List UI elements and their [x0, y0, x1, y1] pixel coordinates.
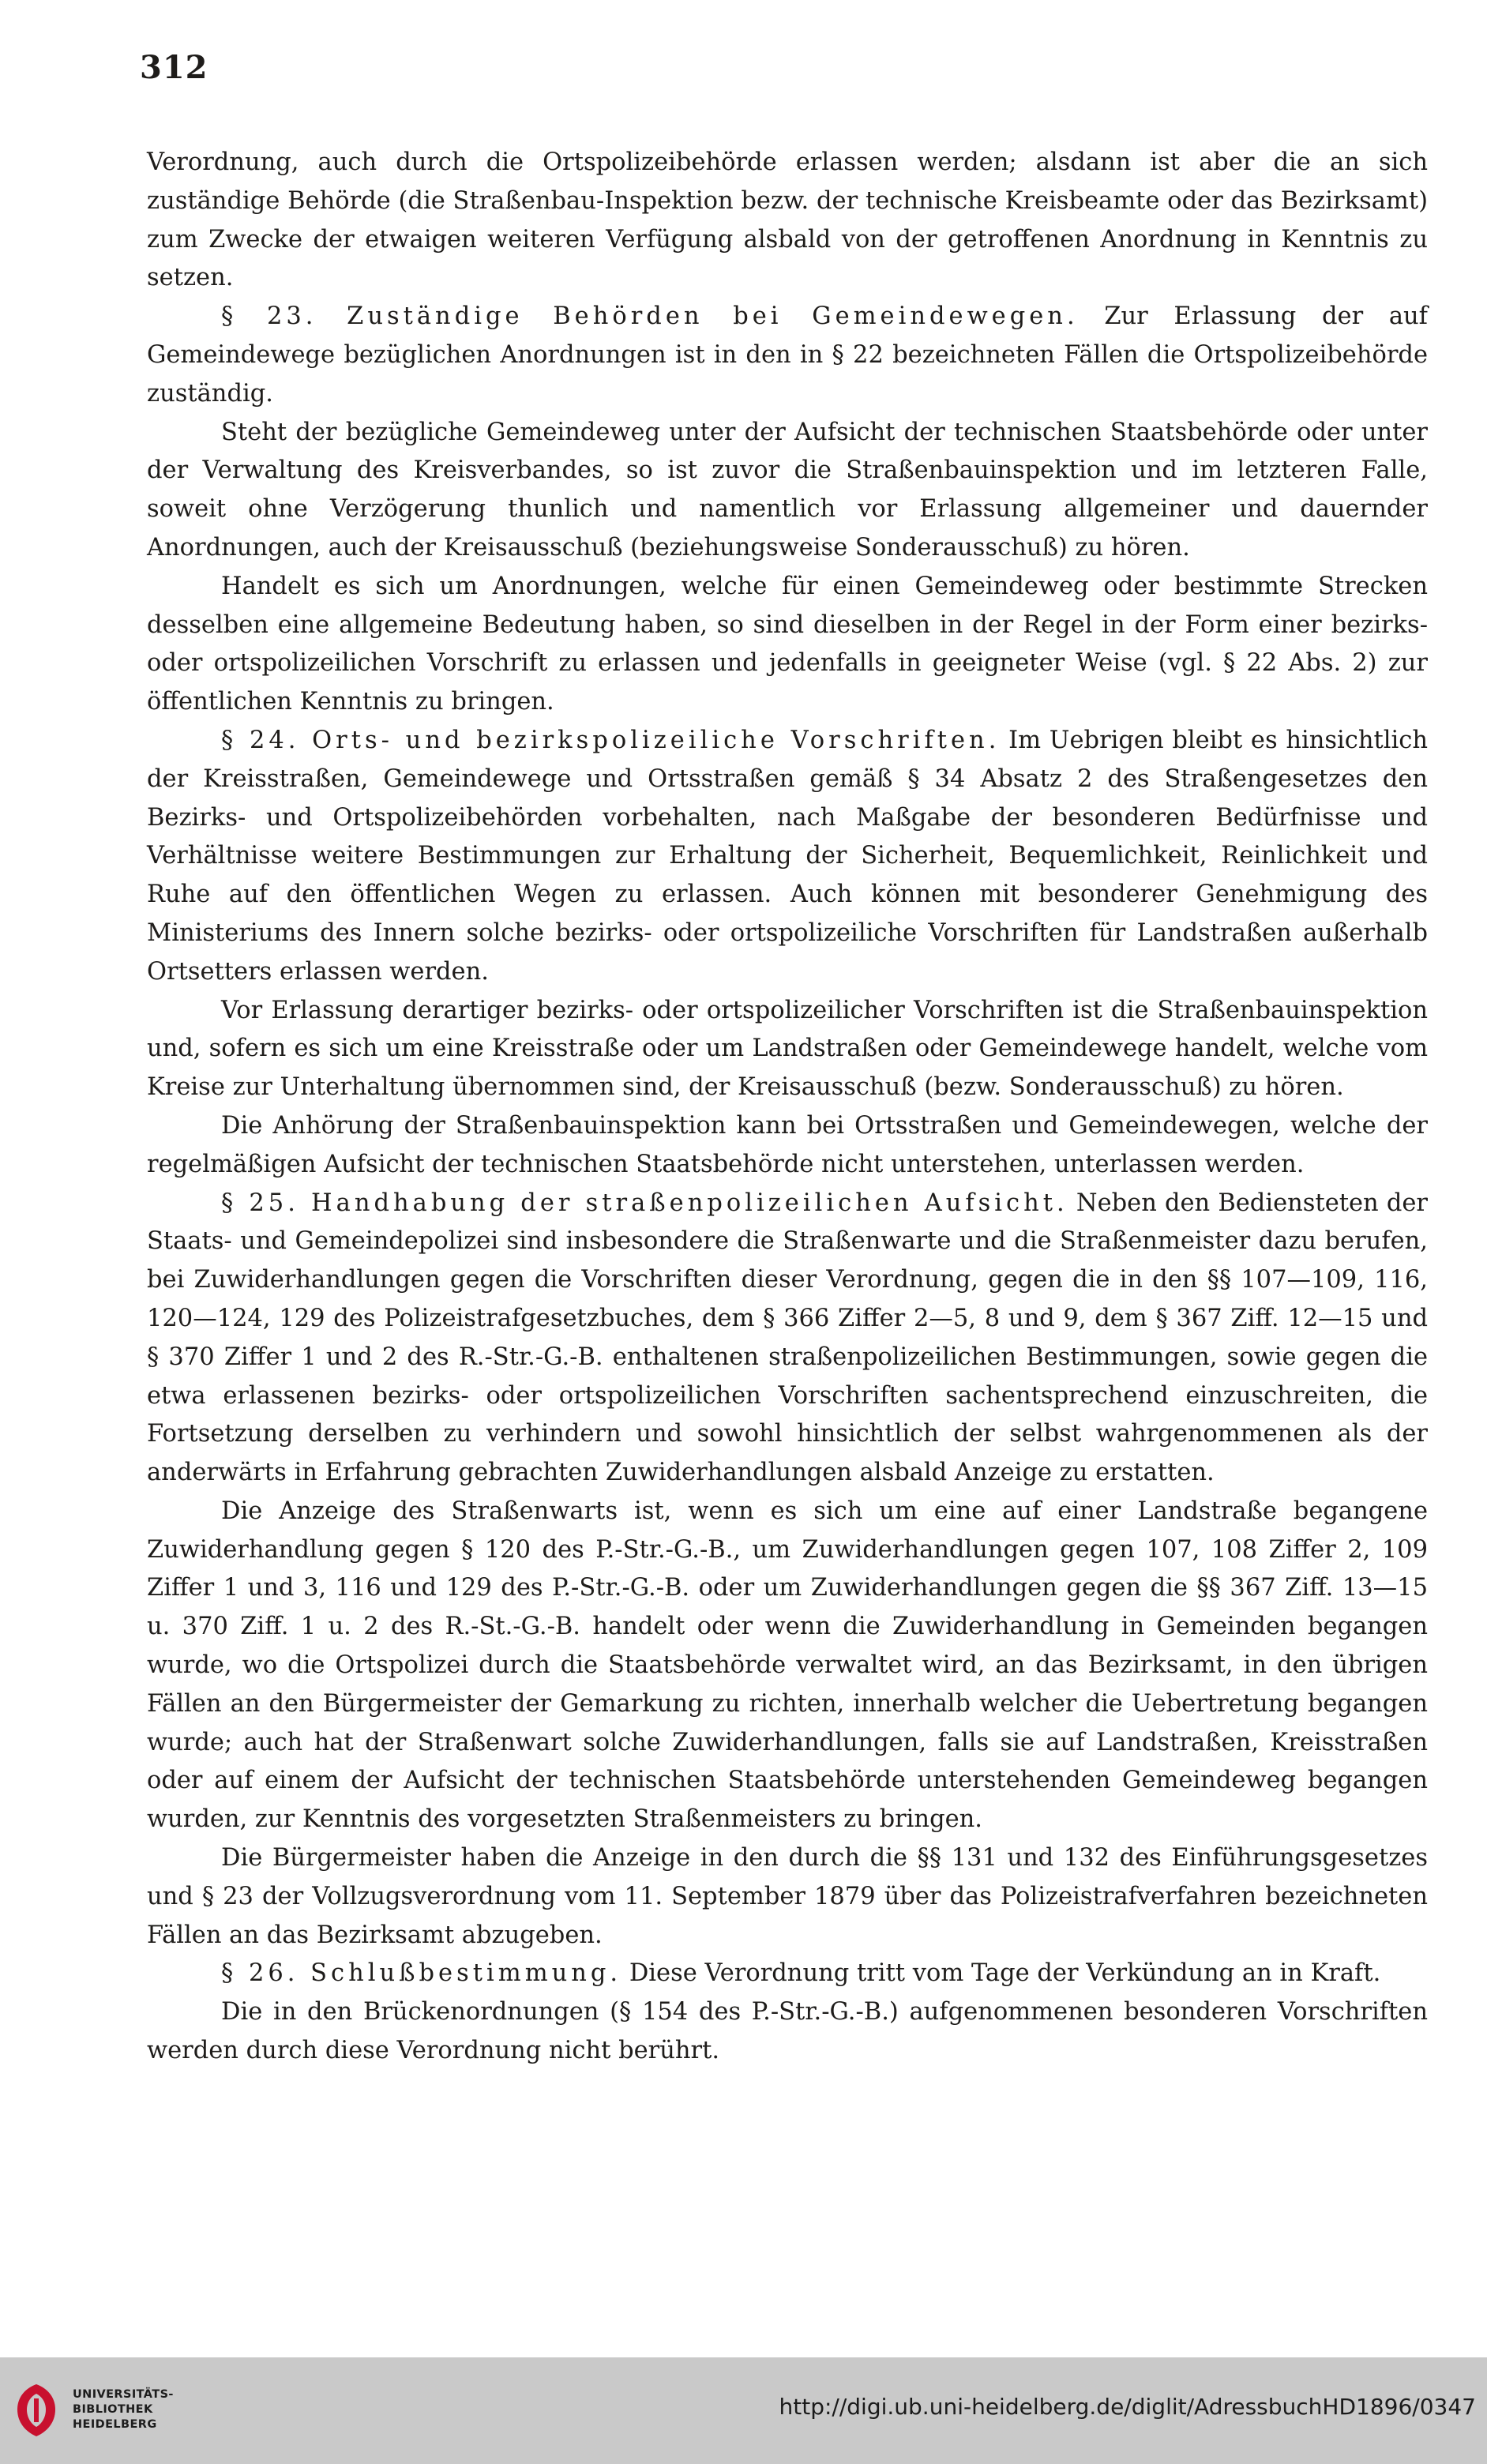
body-text: [147, 144, 1428, 2071]
section-25-paragraph: § 25. Handhabung der straßenpolizeilichen Aufsicht. Neben den Bediensteten der Staats- und Gemeindepolizei sind insbesondere die Straßenwarte und die Straßenmeister dazu berufen, bei Zuwiderhandlungen gegen die Vorschriften dieser Verordnung, gegen die in den §§ 107—109, 116, 120—124, 129 des Polizeistrafgesetzbuches, dem § 366 Ziffer 2—5, 8 und 9, dem § 367 Ziff. 12—15 und § 370 Ziffer 1 und 2 des R.-Str.-G.-B. enthaltenen straßenpolizeilichen Bestimmungen, sowie gegen die etwa erlassenen bezirks- oder ortspolizeilichen Vorschriften sachentsprechend einzuschreiten, die Fortsetzung derselben zu verhindern und sowohl hinsichtlich der selbst wahrgenommenen als der anderwärts in Erfahrung gebrachten Zuwiderhandlungen alsbald Anzeige zu erstatten.: [147, 1189, 1428, 1487]
page-number: 312: [140, 49, 208, 86]
section-26-paragraph: § 26. Schlußbestimmung. Diese Verordnung tritt vom Tage der Verkündung an in Kraft.: [221, 1959, 1381, 1988]
paragraph: Steht der bezügliche Gemeindeweg unter der Aufsicht der technischen Staatsbehörde oder unter der Verwaltung des Kreisverbandes, so ist zuvor die Straßenbauinspektion und im letzteren Falle, soweit ohne Verzögerung thunlich und namentlich vor Erlassung allgemeiner und dauernder Anordnungen, auch der Kreisausschuß (beziehungsweise Sonderausschuß) zu hören.: [147, 418, 1428, 562]
source-url-link[interactable]: http://digi.ub.uni-heidelberg.de/diglit/AdressbuchHD1896/0347: [779, 2394, 1476, 2420]
section-23-paragraph: § 23. Zuständige Behörden bei Gemeindewegen. Zur Erlassung der auf Gemeindewege bezüglichen Anordnungen ist in den in § 22 bezeichneten Fällen die Ortspolizeibehörde zuständig.: [147, 302, 1428, 408]
paragraph: Die Anzeige des Straßenwarts ist, wenn es sich um eine auf einer Landstraße begangene Zuwiderhandlung gegen § 120 des P.-Str.-G.-B., um Zuwiderhandlungen gegen 107, 108 Ziffer 2, 109 Ziffer 1 und 3, 116 und 129 des P.-Str.-G.-B. oder um Zuwiderhandlungen gegen die §§ 367 Ziff. 13—15 u. 370 Ziff. 1 u. 2 des R.-St.-G.-B. handelt oder wenn die Zuwiderhandlung in Gemeinden begangen wurde, wo die Ortspolizei durch die Staatsbehörde verwaltet wird, an das Bezirksamt, in den übrigen Fällen an den Bürgermeister der Gemarkung zu richten, innerhalb welcher die Uebertretung begangen wurde; auch hat der Straßenwart solche Zuwiderhandlungen, falls sie auf Landstraßen, Kreisstraßen oder auf einem der Aufsicht der technischen Staatsbehörde unterstehenden Gemeindeweg begangen wurden, zur Kenntnis des vorgesetzten Straßenmeisters zu bringen.: [147, 1497, 1428, 1834]
paragraph: Die Bürgermeister haben die Anzeige in den durch die §§ 131 und 132 des Einführungsgesetzes und § 23 der Vollzugsverordnung vom 11. September 1879 über das Polizeistrafverfahren bezeichneten Fällen an das Bezirksamt abzugeben.: [147, 1844, 1428, 1949]
library-emblem-icon: [11, 2381, 62, 2440]
university-library-logo[interactable]: [11, 2376, 185, 2444]
section-heading: § 23. Zuständige Behörden bei Gemeindewegen.: [221, 302, 1079, 331]
paragraph: Verordnung, auch durch die Ortspolizeibehörde erlassen werden; alsdann ist aber die an sich zuständige Behörde (die Straßenbau-Inspektion bezw. der technische Kreisbeamte oder das Bezirksamt) zum Zwecke der etwaigen weiteren Verfügung alsbald von der getroffenen Anordnung in Kenntnis zu setzen.: [147, 148, 1428, 292]
paragraph: Handelt es sich um Anordnungen, welche für einen Gemeindeweg oder bestimmte Strecken desselben eine allgemeine Bedeutung haben, so sind dieselben in der Regel in der Form einer bezirks- oder ortspolizeilichen Vorschrift zu erlassen und jedenfalls in geeigneter Weise (vgl. § 22 Abs. 2) zur öffentlichen Kenntnis zu bringen.: [147, 572, 1428, 716]
paragraph: Die in den Brückenordnungen (§ 154 des P.-Str.-G.-B.) aufgenommenen besonderen Vorschriften werden durch diese Verordnung nicht berührt.: [147, 1998, 1428, 2065]
paragraph: Die Anhörung der Straßenbauinspektion kann bei Ortsstraßen und Gemeindewegen, welche der regelmäßigen Aufsicht der technischen Staatsbehörde nicht unterstehen, unterlassen werden.: [147, 1111, 1428, 1178]
section-24-paragraph: § 24. Orts- und bezirkspolizeiliche Vorschriften. Im Uebrigen bleibt es hinsichtlich der Kreisstraßen, Gemeindewege und Ortsstraßen gemäß § 34 Absatz 2 des Straßengesetzes den Bezirks- und Ortspolizeibehörden vorbehalten, nach Maßgabe der besonderen Bedürfnisse und Verhältnisse weitere Bestimmungen zur Erhaltung der Sicherheit, Bequemlichkeit, Reinlichkeit und Ruhe auf den öffentlichen Wegen zu erlassen. Auch können mit besonderer Genehmigung des Ministeriums des Innern solche bezirks- oder ortspolizeiliche Vorschriften für Landstraßen außerhalb Ortsetters erlassen werden.: [147, 726, 1428, 986]
footer-bar: [0, 2357, 1487, 2464]
logo-text: UNIVERSITÄTS- BIBLIOTHEK HEIDELBERG: [73, 2388, 174, 2431]
section-heading: § 25. Handhabung der straßenpolizeilichen Aufsicht.: [221, 1189, 1068, 1217]
section-heading: § 26. Schlußbestimmung.: [221, 1959, 622, 1988]
section-heading: § 24. Orts- und bezirkspolizeiliche Vorschriften.: [221, 726, 1001, 754]
paragraph: Vor Erlassung derartiger bezirks- oder ortspolizeilicher Vorschriften ist die Straßenbauinspektion und, sofern es sich um eine Kreisstraße oder um Landstraßen oder Gemeindewege handelt, welche vom Kreise zur Unterhaltung übernommen sind, der Kreisausschuß (bezw. Sonderausschuß) zu hören.: [147, 996, 1428, 1102]
